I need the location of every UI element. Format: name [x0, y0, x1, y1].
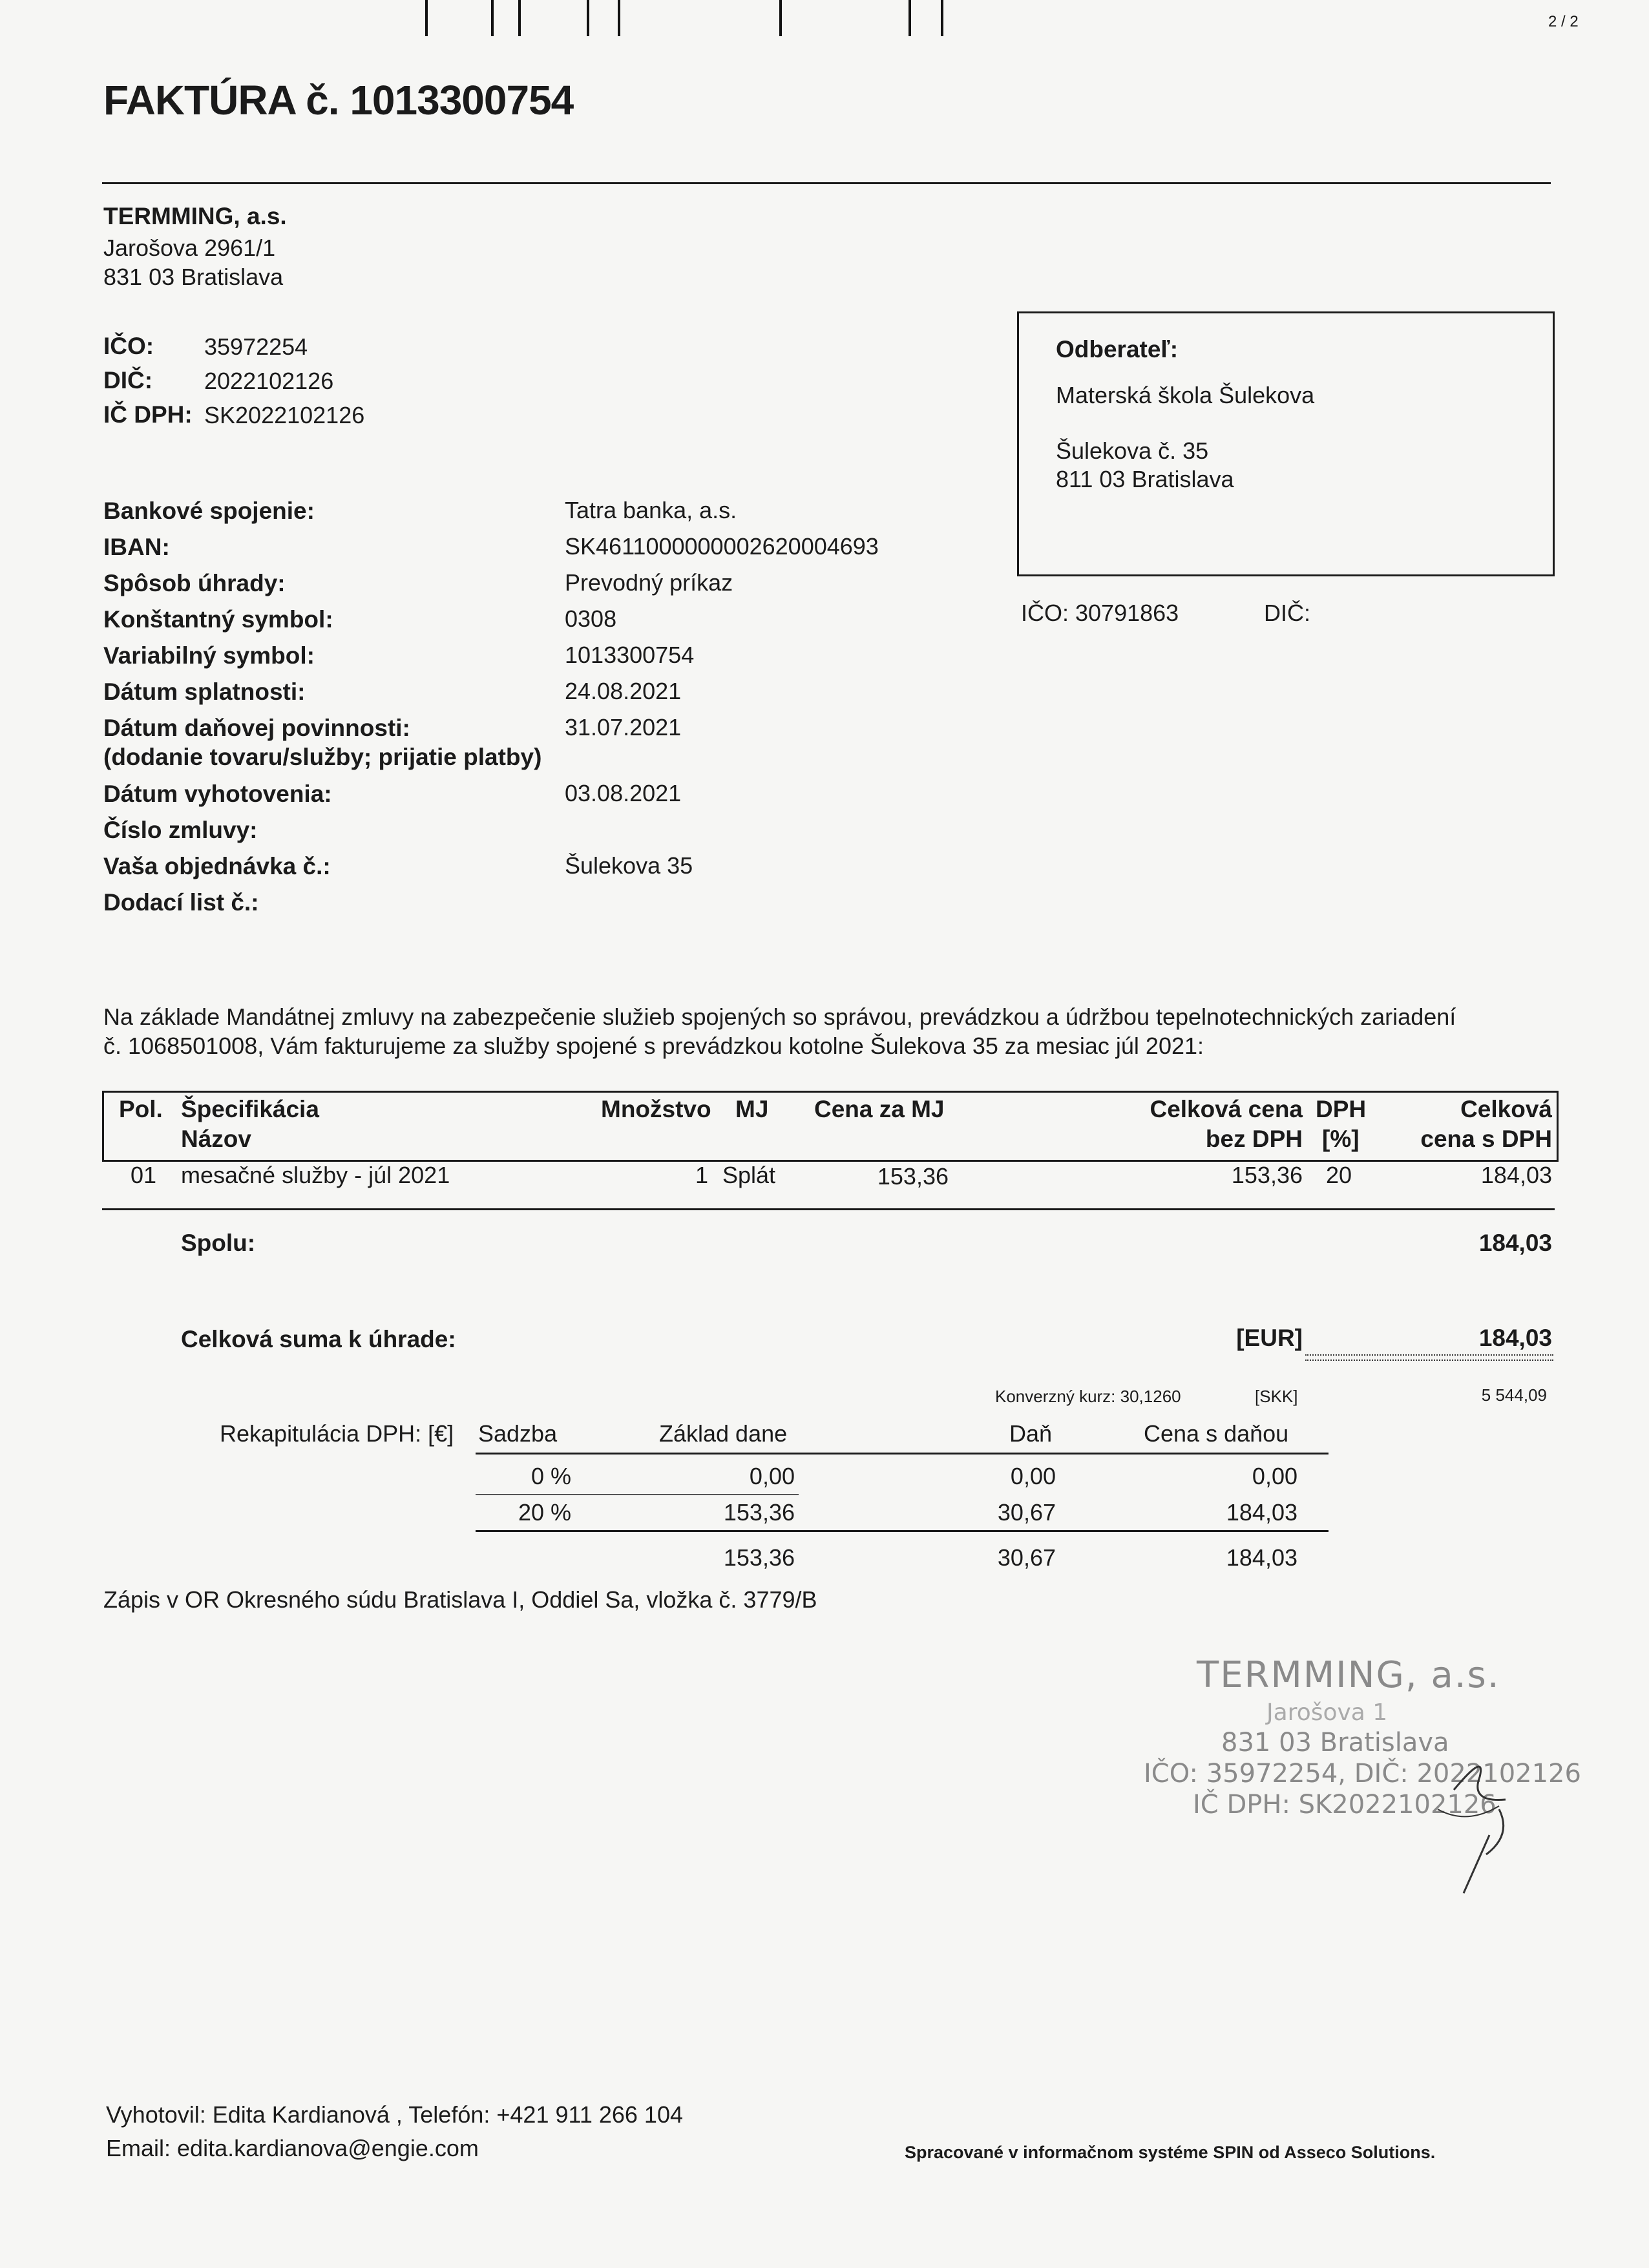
stamp-line-5: IČ DPH: SK2022102126	[1193, 1790, 1497, 1820]
col-qty-header: Množstvo	[601, 1096, 711, 1122]
intro-line-1: Na základe Mandátnej zmluvy na zabezpečenie služieb spojených so správou, prevádzkou a údržbou tepelnotechnických zariadení	[103, 1003, 1456, 1030]
customer-ico: IČO: 30791863	[1021, 600, 1179, 626]
intro-line-2: č. 1068501008, Vám fakturujeme za služby spojené s prevádzkou kotolne Šulekova 35 za mesiac júl 2021:	[103, 1033, 1204, 1059]
row-price: 153,36	[877, 1163, 949, 1190]
vat-recap-base-header: Základ dane	[659, 1420, 788, 1447]
title-divider	[102, 182, 1551, 184]
vat-rate: 20 %	[518, 1499, 571, 1526]
vs-label: Variabilný symbol:	[103, 642, 315, 669]
tax-date-label: Dátum daňovej povinnosti:	[103, 715, 410, 741]
subtotal-value: 184,03	[1478, 1230, 1552, 1256]
vat-recap-label: Rekapitulácia DPH: [€]	[220, 1420, 454, 1447]
customer-dic: DIČ:	[1264, 600, 1310, 626]
issued-label: Dátum vyhotovenia:	[103, 781, 332, 807]
total-dotted-underline-2	[1305, 1360, 1553, 1361]
payment-value: Prevodný príkaz	[565, 569, 733, 596]
row-gross: 184,03	[1480, 1162, 1552, 1188]
col-vat-header-2: [%]	[1322, 1126, 1360, 1152]
supplier-street: Jarošova 2961/1	[103, 235, 276, 261]
iban-label: IBAN:	[103, 534, 170, 560]
due-label: Dátum splatnosti:	[103, 678, 306, 705]
stamp-line-3: 831 03 Bratislava	[1221, 1728, 1449, 1758]
vat-sum-gross: 184,03	[1226, 1544, 1297, 1571]
col-name-header: Názov	[181, 1126, 251, 1152]
customer-city: 811 03 Bratislava	[1056, 466, 1234, 492]
ks-value: 0308	[565, 605, 617, 632]
ks-label: Konštantný symbol:	[103, 606, 333, 633]
vat-base: 0,00	[749, 1463, 795, 1489]
order-value: Šulekova 35	[565, 852, 693, 879]
supplier-dic: 2022102126	[204, 368, 334, 394]
stamp-line-1: TERMMING, a.s.	[1197, 1654, 1500, 1696]
col-net-header-1: Celková cena	[1150, 1096, 1303, 1122]
conversion-currency: [SKK]	[1255, 1387, 1298, 1406]
total-due-value: 184,03	[1478, 1325, 1552, 1351]
signature	[1409, 1738, 1525, 1900]
row-mj: Splát	[722, 1162, 776, 1188]
subtotal-label: Spolu:	[181, 1230, 256, 1256]
row-pol: 01	[131, 1162, 157, 1188]
vat-tax: 0,00	[1010, 1463, 1056, 1489]
total-due-currency: [EUR]	[1236, 1325, 1303, 1351]
supplier-city: 831 03 Bratislava	[103, 264, 284, 290]
col-gross-header-1: Celková	[1460, 1096, 1552, 1122]
customer-label: Odberateľ:	[1056, 336, 1179, 362]
table-bottom-line	[102, 1208, 1555, 1210]
registry-note: Zápis v OR Okresného súdu Bratislava I, Oddiel Sa, vložka č. 3779/B	[103, 1586, 817, 1613]
supplier-icdph: SK2022102126	[204, 402, 365, 428]
customer-name: Materská škola Šulekova	[1056, 382, 1315, 408]
stamp-line-4: IČO: 35972254, DIČ: 2022102126	[1144, 1759, 1581, 1789]
invoice-title: FAKTÚRA č. 1013300754	[103, 77, 574, 123]
vat-rate: 0 %	[530, 1463, 571, 1489]
supplier-dic-label: DIČ:	[103, 367, 153, 394]
vat-base: 153,36	[723, 1499, 795, 1526]
col-mj-header: MJ	[735, 1096, 769, 1122]
supplier-ico-label: IČO:	[103, 333, 154, 359]
vat-recap-header-line	[476, 1453, 1329, 1454]
payment-label: Spôsob úhrady:	[103, 570, 286, 596]
delivery-note-label: Dodací list č.:	[103, 889, 259, 916]
vat-recap-row-divider	[476, 1494, 799, 1495]
vs-value: 1013300754	[565, 642, 695, 668]
conversion-rate: Konverzný kurz: 30,1260	[995, 1387, 1181, 1406]
system-note: Spracované v informačnom systéme SPIN od Asseco Solutions.	[905, 2143, 1436, 2162]
total-due-label: Celková suma k úhrade:	[181, 1326, 456, 1352]
supplier-icdph-label: IČ DPH:	[103, 401, 193, 428]
col-price-header: Cena za MJ	[814, 1096, 945, 1122]
vat-recap-sum-line	[476, 1530, 1329, 1532]
col-vat-header-1: DPH	[1316, 1096, 1367, 1122]
issued-value: 03.08.2021	[565, 780, 682, 806]
vat-tax: 30,67	[997, 1499, 1056, 1526]
col-gross-header-2: cena s DPH	[1420, 1126, 1552, 1152]
order-label: Vaša objednávka č.:	[103, 853, 331, 879]
iban-value: SK4611000000002620004693	[565, 533, 879, 560]
supplier-ico: 35972254	[204, 333, 308, 360]
row-name: mesačné služby - júl 2021	[181, 1162, 450, 1188]
vat-gross: 184,03	[1226, 1499, 1297, 1526]
vat-gross: 0,00	[1252, 1463, 1297, 1489]
issuer-contact: Vyhotovil: Edita Kardianová , Telefón: +421 911 266 104	[106, 2101, 683, 2128]
total-dotted-underline	[1305, 1354, 1553, 1356]
due-value: 24.08.2021	[565, 678, 682, 704]
vat-recap-gross-header: Cena s daňou	[1144, 1420, 1289, 1447]
conversion-value: 5 544,09	[1481, 1385, 1547, 1405]
col-pol-header: Pol.	[119, 1096, 163, 1122]
vat-sum-base: 153,36	[723, 1544, 795, 1571]
vat-sum-tax: 30,67	[997, 1544, 1056, 1571]
page-number: 2 / 2	[1548, 13, 1579, 30]
customer-street: Šulekova č. 35	[1056, 437, 1209, 464]
barcode	[0, 0, 969, 39]
col-net-header-2: bez DPH	[1205, 1126, 1303, 1152]
supplier-name: TERMMING, a.s.	[103, 203, 287, 229]
row-net: 153,36	[1231, 1162, 1303, 1188]
contract-label: Číslo zmluvy:	[103, 817, 258, 843]
tax-date-value: 31.07.2021	[565, 714, 682, 740]
bank-label: Bankové spojenie:	[103, 498, 315, 524]
tax-date-note: (dodanie tovaru/služby; prijatie platby)	[103, 744, 542, 770]
stamp-line-2: Jarošova 1	[1266, 1699, 1388, 1726]
row-qty: 1	[695, 1162, 708, 1188]
issuer-email: Email: edita.kardianova@engie.com	[106, 2135, 479, 2161]
row-vat: 20	[1326, 1162, 1352, 1188]
col-spec-header: Špecifikácia	[181, 1096, 319, 1122]
bank-value: Tatra banka, a.s.	[565, 497, 737, 523]
vat-recap-tax-header: Daň	[1009, 1420, 1053, 1447]
vat-recap-rate-header: Sadzba	[478, 1420, 558, 1447]
